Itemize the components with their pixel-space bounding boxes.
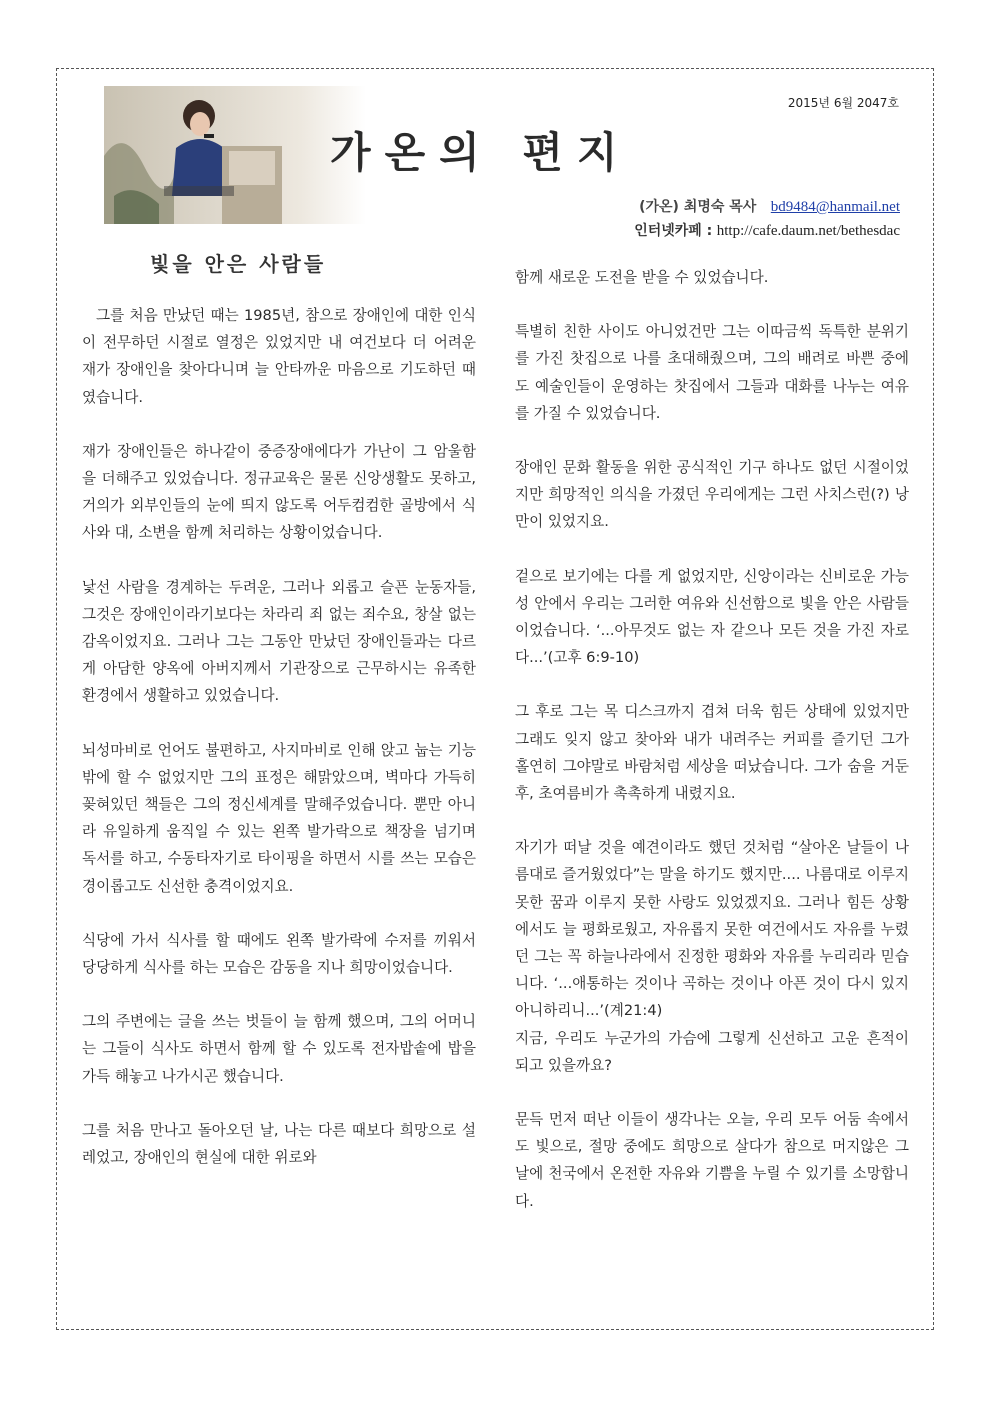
paragraph: 그를 처음 만나고 돌아오던 날, 나는 다른 때보다 희망으로 설레었고, 장애인의 현실에 대한 위로와 [82,1121,476,1167]
paragraph: 그의 주변에는 글을 쓰는 벗들이 늘 함께 했으며, 그의 어머니는 그들이 식사도 하면서 함께 할 수 있도록 전자밥솥에 밥을 가득 해놓고 나가시곤 했습니다. [82,1013,476,1085]
paragraph: 뇌성마비로 언어도 불편하고, 사지마비로 인해 앉고 눕는 기능 밖에 할 수 없었지만 그의 표정은 해맑았으며, 벽마다 가득히 꽂혀있던 책들은 그의 정신세계를 말해주었습니다. 뿐만 아니라 유일하게 움직일 수 있는 왼쪽 발가락으로 책장을 넘기며 독서를 하고, 수동타자기로 타이핑을 하면서 시를 쓰는 모습은 경이롭고도 신선한 충격이었지요. [82,741,476,895]
right-column [515,264,909,1242]
paragraph: 식당에 가서 식사를 할 때에도 왼쪽 발가락에 수저를 끼워서 당당하게 식사를 하는 모습은 감동을 지나 희망이었습니다. [82,931,476,977]
paragraph: 겉으로 보기에는 다를 게 없었지만, 신앙이라는 신비로운 가능성 안에서 우리는 그러한 여유와 신선함으로 빛을 안은 사람들이었습니다. ‘...아무것도 없는 자 같으나 모든 것을 가진 자로다...’(고후 6:9-10) [515,567,909,667]
paragraph: 재가 장애인들은 하나같이 중증장애에다가 가난이 그 암울함을 더해주고 있었습니다. 정규교육은 물론 신앙생활도 못하고, 거의가 외부인들의 눈에 띄지 않도록 어두컴컴한 골방에서 식사와 대, 소변을 함께 처리하는 상황이었습니다. [82,442,476,542]
article-title: 빛을 안은 사람들 [150,252,327,276]
author-name: (가온) 최명숙 목사 [639,199,757,215]
author-email-link[interactable]: bd9484@hanmail.net [770,199,900,215]
paragraph: 지금, 우리도 누군가의 가슴에 그렇게 신선하고 고운 흔적이 되고 있을까요? [515,1029,909,1074]
cafe-label: 인터넷카페 : [634,223,713,239]
paragraph: 문득 먼저 떠난 이들이 생각나는 오늘, 우리 모두 어둠 속에서도 빛으로, 절망 중에도 희망으로 살다가 참으로 머지않은 그 날에 천국에서 온전한 자유와 기쁨을 누릴 수 있기를 소망합니다. [515,1111,909,1210]
author-line [639,196,900,216]
paragraph: 그 후로 그는 목 디스크까지 겹쳐 더욱 힘든 상태에 있었지만 그래도 잊지 않고 찾아와 내가 내려주는 커피를 즐기던 그가 홀연히 그야말로 바람처럼 세상을 떠났습니다. 그가 숨을 거둔 후, 초여름비가 촉촉하게 내렸지요. [515,703,909,803]
issue-number: 2015년 6월 2047호 [787,96,899,110]
cafe-line [634,220,900,240]
paragraph: 함께 새로운 도전을 받을 수 있었습니다. [515,269,769,286]
paragraph: 자기가 떠날 것을 예견이라도 했던 것처럼 “살아온 날들이 나름대로 즐거웠었다”는 말을 하기도 했지만.... 나름대로 이루지 못한 꿈과 이루지 못한 사랑도 있었겠지요. 그러나 힘든 상황에서도 늘 평화로웠고, 자유롭지 못한 여건에서도 자유를 누렸던 그는 꼭 하늘나라에서 진정한 평화와 자유를 누리리라 믿습니다. ‘...애통하는 것이나 곡하는 것이나 아픈 것이 다시 있지 아니하리니...’(계21:4) [515,839,909,1020]
paragraph: 그를 처음 만났던 때는 1985년, 참으로 장애인에 대한 인식이 전무하던 시절로 열정은 있었지만 내 여건보다 더 어려운 재가 장애인을 찾아다니며 늘 안타까운 마음으로 기도하던 때였습니다. [82,307,476,406]
header-photo [104,86,366,224]
masthead-title: 가온의 편지 [330,128,632,177]
left-column [82,302,476,1198]
paragraph: 장애인 문화 활동을 위한 공식적인 기구 하나도 없던 시절이었지만 희망적인 의식을 가졌던 우리에게는 그런 사치스런(?) 낭만이 있었지요. [515,459,909,531]
paragraph: 낯선 사람을 경계하는 두려운, 그러나 외롭고 슬픈 눈동자들, 그것은 장애인이라기보다는 차라리 죄 없는 죄수요, 창살 없는 감옥이었지요. 그러나 그는 그동안 만났던 장애인들과는 다르게 아담한 양옥에 아버지께서 기관장으로 근무하시는 유족한 환경에서 생활하고 있었습니다. [82,578,476,705]
cafe-url[interactable]: http://cafe.daum.net/bethesdac [716,223,900,239]
paragraph: 특별히 친한 사이도 아니었건만 그는 이따금씩 독특한 분위기를 가진 찻집으로 나를 초대해줬으며, 그의 배려로 바쁜 중에도 예술인들이 운영하는 찻집에서 그들과 대화를 나누는 여유를 가질 수 있었습니다. [515,323,909,422]
